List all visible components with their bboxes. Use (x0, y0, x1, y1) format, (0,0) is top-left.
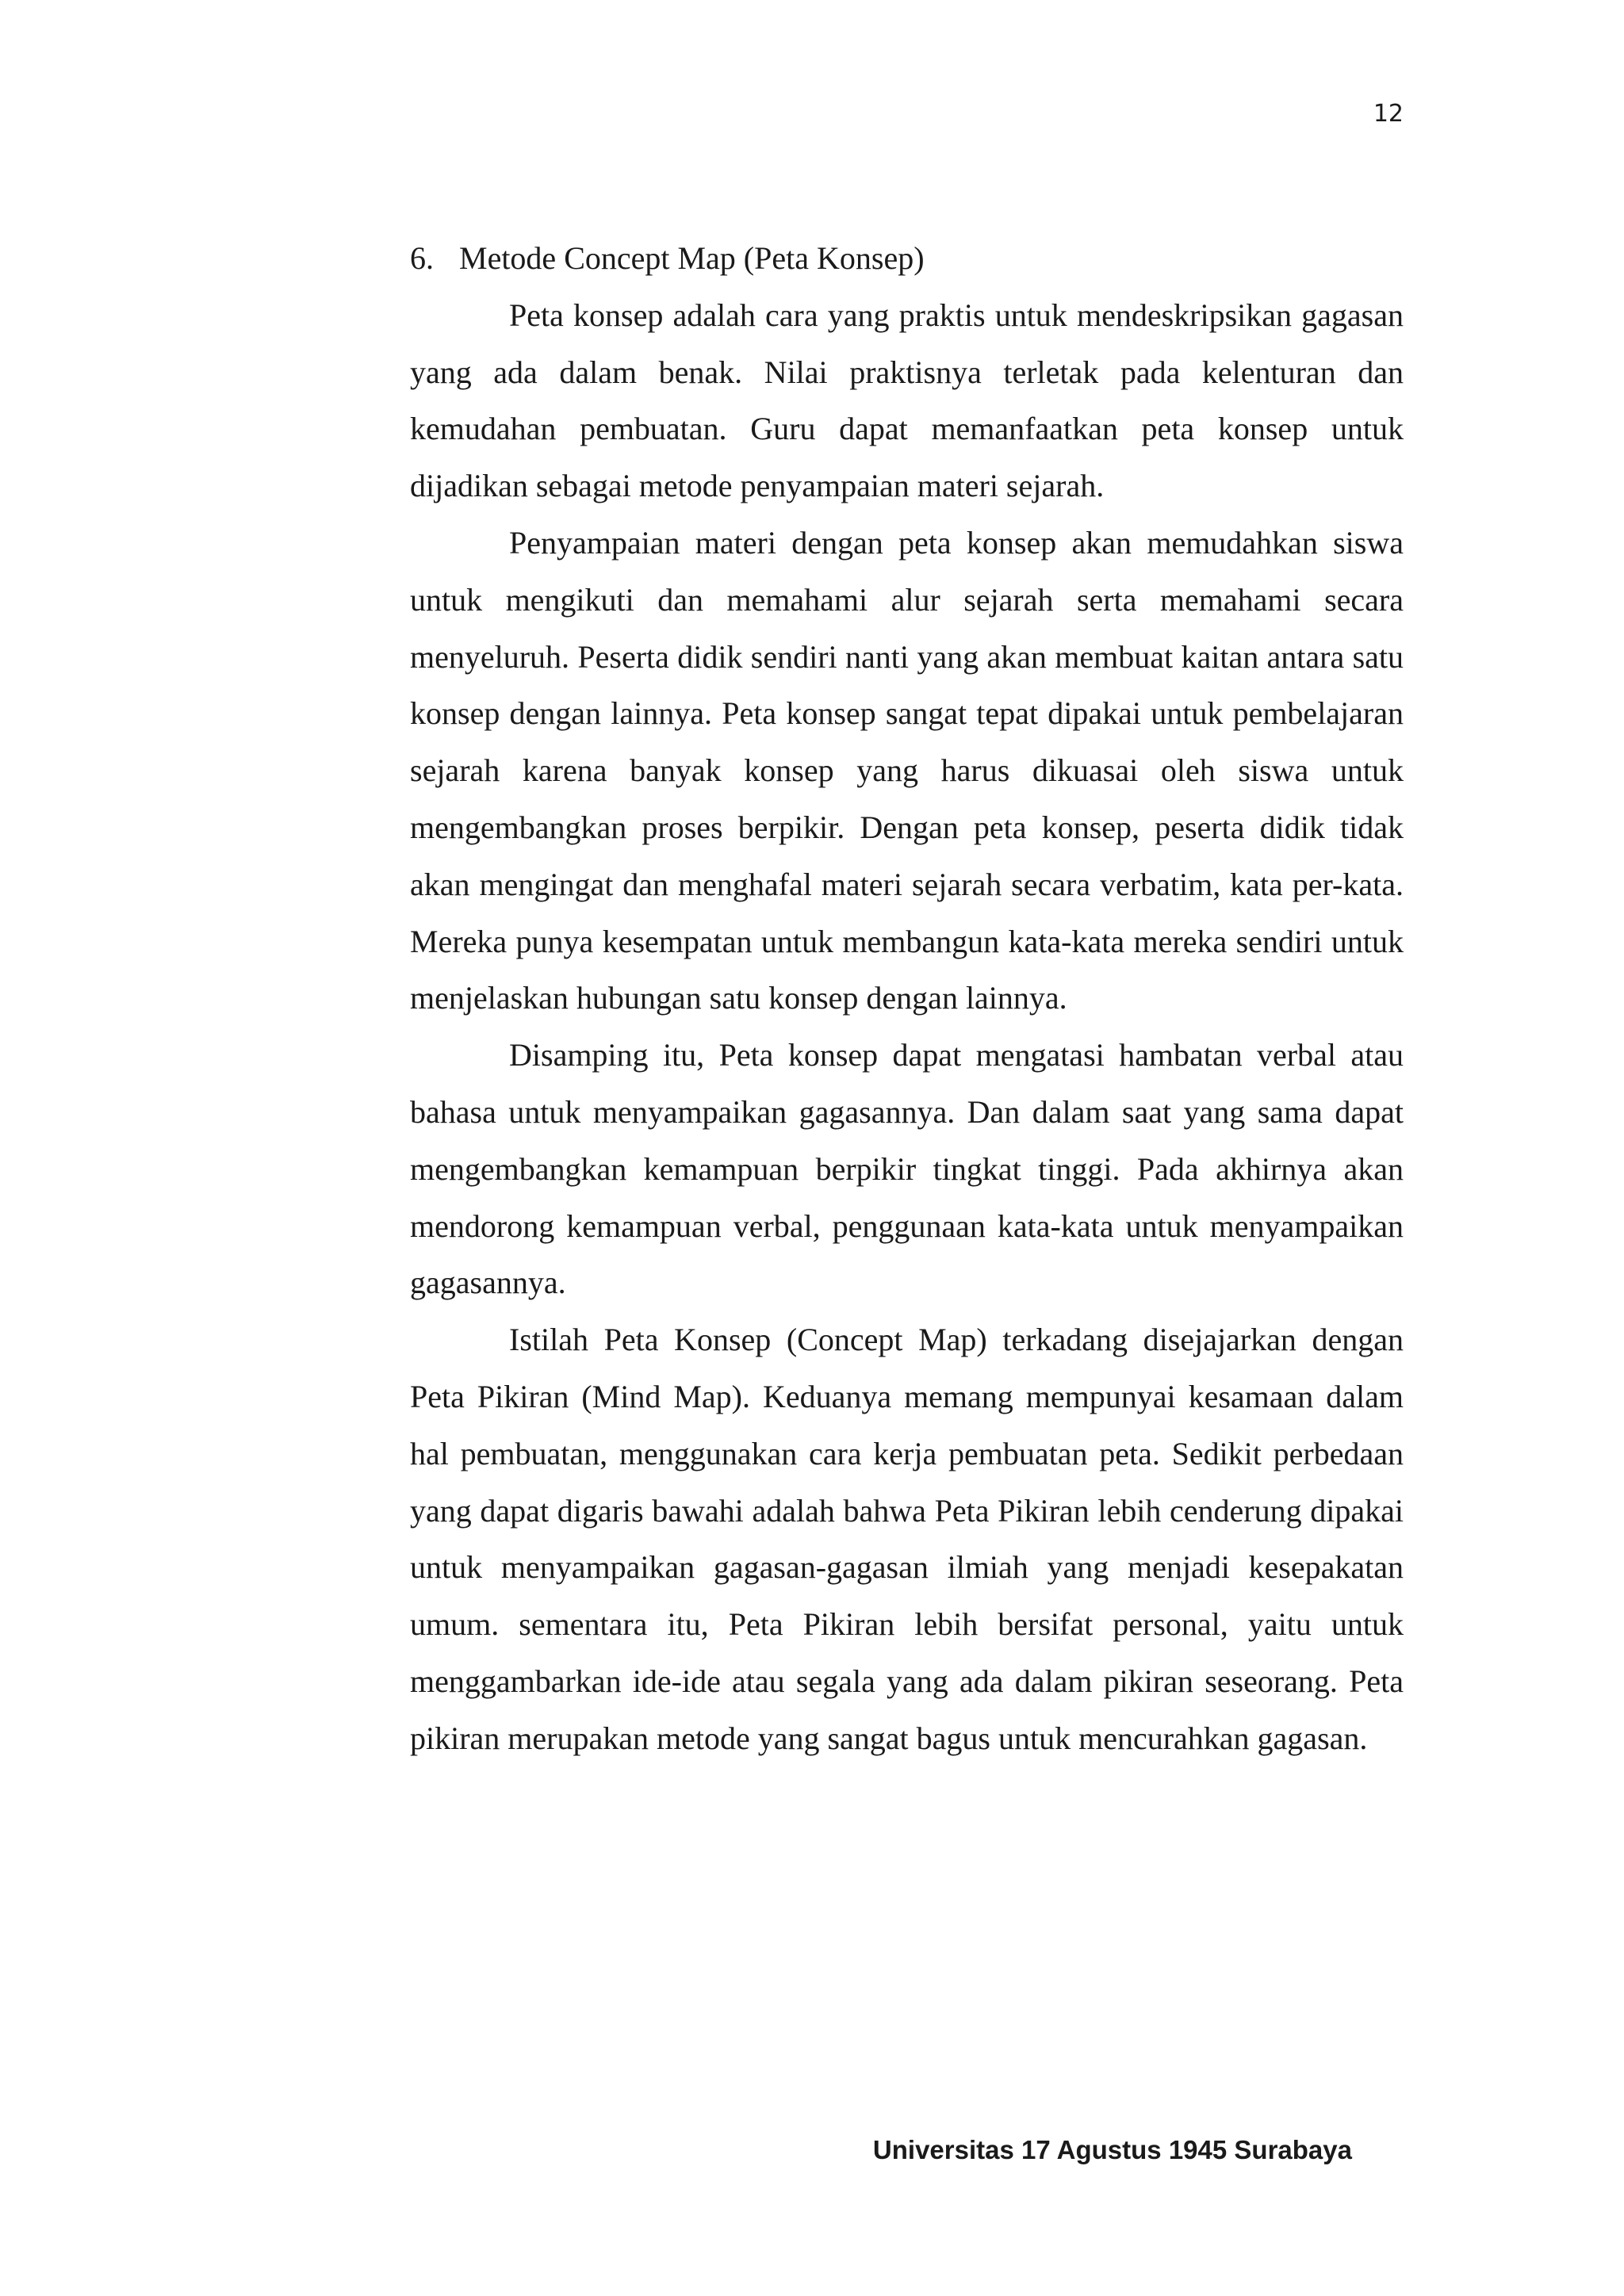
page-number: 12 (1373, 100, 1404, 128)
section-title: Metode Concept Map (Peta Konsep) (459, 240, 925, 276)
paragraph: Disamping itu, Peta konsep dapat mengatasi hambatan verbal atau bahasa untuk menyampaikan gagasannya. Dan dalam saat yang sama dapat mengembangkan kemampuan berpikir tingkat tinggi. Pada akhirnya akan mendorong kemampuan verbal, penggunaan kata-kata untuk menyampaikan gagasannya. (410, 1037, 1404, 1301)
footer-institution: Universitas 17 Agustus 1945 Surabaya (872, 2135, 1352, 2164)
document-body (410, 230, 1404, 1767)
paragraph: Penyampaian materi dengan peta konsep akan memudahkan siswa untuk mengikuti dan memahami alur sejarah serta memahami secara menyeluruh. Peserta didik sendiri nanti yang akan membuat kaitan antara satu konsep dengan lainnya. Peta konsep sangat tepat dipakai untuk pembelajaran sejarah karena banyak konsep yang harus dikuasai oleh siswa untuk mengembangkan proses berpikir. Dengan peta konsep, peserta didik tidak akan mengingat dan menghafal materi sejarah secara verbatim, kata per-kata. Mereka punya kesempatan untuk membangun kata-kata mereka sendiri untuk menjelaskan hubungan satu konsep dengan lainnya. (410, 524, 1404, 1016)
paragraph: Istilah Peta Konsep (Concept Map) terkadang disejajarkan dengan Peta Pikiran (Mind Map). Keduanya memang mempunyai kesamaan dalam hal pembuatan, menggunakan cara kerja pembuatan peta. Sedikit perbedaan yang dapat digaris bawahi adalah bahwa Peta Pikiran lebih cenderung dipakai untuk menyampaikan gagasan-gagasan ilmiah yang menjadi kesepakatan umum. sementara itu, Peta Pikiran lebih bersifat personal, yaitu untuk menggambarkan ide-ide atau segala yang ada dalam pikiran seseorang. Peta pikiran merupakan metode yang sangat bagus untuk mencurahkan gagasan. (410, 1322, 1404, 1756)
section-heading (410, 230, 1404, 287)
section-number: 6. (410, 240, 434, 276)
paragraph: Peta konsep adalah cara yang praktis untuk mendeskripsikan gagasan yang ada dalam benak. Nilai praktisnya terletak pada kelenturan dan kemudahan pembuatan. Guru dapat memanfaatkan peta konsep untuk dijadikan sebagai metode penyampaian materi sejarah. (410, 297, 1404, 504)
